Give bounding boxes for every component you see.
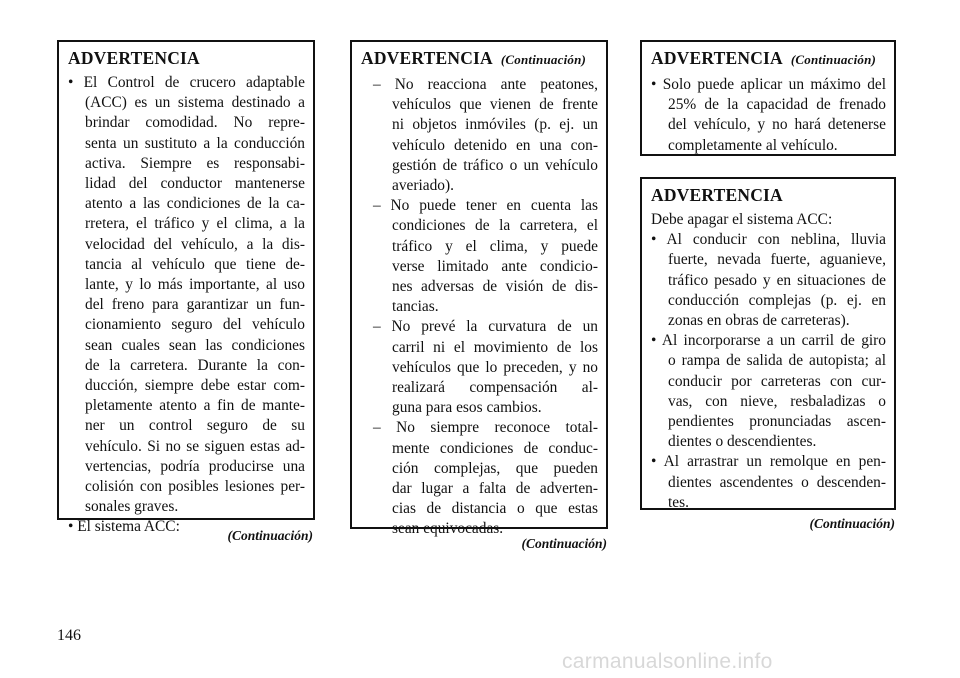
text-line: 25% de la capacidad de frenado (668, 96, 886, 114)
text-line: – No siempre reconoce total- (373, 419, 598, 437)
continuation-label: (Continuación) (521, 536, 607, 551)
warning-box-4 (640, 177, 896, 510)
text-line: brindar comodidad. No repre- (85, 114, 305, 132)
text-line: • Al incorporarse a un carril de giro (651, 332, 886, 350)
warning-title-text: ADVERTENCIA (68, 48, 200, 68)
text-line: lidad del conductor mantenerse (85, 175, 305, 193)
text-line: verse limitado ante condicio- (392, 257, 598, 275)
text-line: mente condiciones de conduc- (392, 439, 598, 457)
text-line: cionamiento seguro del vehículo (85, 316, 305, 334)
text-line: ducción, siempre debe estar com- (85, 377, 305, 395)
text-line: (ACC) es un sistema destinado a (85, 94, 305, 112)
warning-title-text: ADVERTENCIA (651, 185, 783, 205)
text-line: tancias. (392, 298, 439, 316)
text-line: cias de distancia o que estas (392, 500, 598, 518)
text-line: lante, y lo más importante, al uso (85, 276, 305, 294)
warning-title-text: ADVERTENCIA (651, 48, 783, 68)
text-line: rretera, el tráfico y el clima, a la (85, 215, 305, 233)
text-line: sonales graves. (85, 498, 179, 516)
text-line: – No reacciona ante peatones, (373, 76, 598, 93)
warning-box-3 (640, 40, 896, 156)
text-line: atento a las condiciones de la ca- (85, 195, 305, 213)
text-line: tes. (668, 493, 689, 511)
text-line: gestión de tráfico o un vehículo (392, 156, 598, 174)
warning-title (68, 47, 305, 69)
text-line: • El Control de crucero adaptable (68, 74, 305, 91)
text-line: pletamente atento a fin de mante- (85, 397, 305, 415)
text-line: – No prevé la curvatura de un (373, 318, 598, 336)
text-line: velocidad del vehículo, a la dis- (85, 235, 305, 253)
text-line: ción complejas, que pueden (392, 459, 598, 477)
text-line: zonas en obras de carreteras). (668, 312, 850, 330)
text-line: pendientes pronunciadas ascen- (668, 413, 886, 431)
text-line: dar lugar a falta de adverten- (392, 480, 598, 498)
text-line: vas, con nieve, resbaladizas o (668, 392, 886, 410)
warning-box-2 (350, 40, 608, 538)
text-line: dientes ascendentes o descenden- (668, 473, 886, 491)
text-line: o rampa de salida de autopista; al (668, 352, 886, 370)
text-line: del freno para garantizar un fun- (85, 296, 305, 314)
text-line: averiado). (392, 177, 454, 195)
text-line: fuerte, nevada fuerte, aguanieve, (668, 251, 886, 269)
page-number: 146 (57, 627, 81, 644)
text-line: guna para esos cambios. (392, 399, 542, 417)
text-line: tráfico pesado y en situaciones de (668, 271, 886, 289)
text-line: de la carretera. Durante la con- (85, 356, 305, 374)
warning-title (651, 47, 886, 71)
warning-subtitle: (Continuación) (790, 52, 877, 67)
text-line: conducción complejas (p. ej. en (668, 291, 886, 309)
continuation-label: (Continuación) (227, 528, 313, 543)
text-line: • Solo puede aplicar un máximo del (651, 76, 886, 93)
text-line: tráfico y el clima, y puede (392, 237, 598, 255)
text-line: • Al arrastrar un remolque en pen- (651, 453, 886, 471)
text-line: vehículos que lo preceden, y no (392, 358, 598, 376)
text-line: vehículo. Si no se siguen estas ad- (85, 437, 305, 455)
text-line: tancia al vehículo que tiene de- (85, 255, 305, 273)
text-line: sean cuales sean las condiciones (85, 336, 305, 354)
text-line: • Al conducir con neblina, lluvia (651, 231, 886, 249)
text-line: condiciones de la carretera, el (392, 217, 598, 235)
text-line: realizará compensación al- (392, 379, 598, 397)
continuation-label: (Continuación) (809, 516, 895, 531)
text-line: carril ni el movimiento de los (392, 338, 598, 356)
warning-title-text: ADVERTENCIA (361, 48, 493, 68)
text-line: colisión con posibles lesiones per- (85, 478, 305, 496)
watermark: carmanualsonline.info (562, 650, 773, 673)
text-line: ni objetos inmóviles (p. ej. un (392, 116, 598, 134)
warning-title (651, 184, 886, 206)
text-line: senta un sustituto a la conducción (85, 134, 305, 152)
warning-title (361, 47, 598, 71)
text-line: ner un control seguro de su (85, 417, 305, 435)
text-line: dientes o descendientes. (668, 433, 817, 451)
text-line: sean equivocadas. (392, 520, 504, 538)
text-line: nes adversas de visión de dis- (392, 278, 598, 296)
text-line: Debe apagar el sistema ACC: (651, 211, 833, 228)
text-line: conducir por carreteras con cur- (668, 372, 886, 390)
text-line: vertencias, podría producirse una (85, 457, 305, 475)
warning-subtitle: (Continuación) (500, 52, 587, 67)
text-line: vehículo detenido en una con- (392, 136, 598, 154)
text-line: activa. Siempre es responsabi- (85, 154, 305, 172)
text-line: vehículos que vienen de frente (392, 96, 598, 114)
text-line: – No puede tener en cuenta las (373, 197, 598, 215)
text-line: • El sistema ACC: (68, 518, 180, 536)
text-line: del vehículo, y no hará detenerse (668, 116, 886, 134)
text-line: completamente al vehículo. (668, 136, 838, 154)
